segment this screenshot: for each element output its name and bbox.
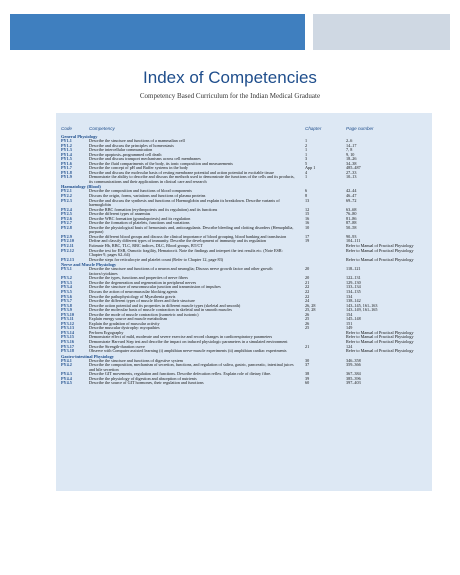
competency-description: Demonstrate the ability to describe and discuss the methods used to demonstrate the functions of the cells and its products, its communications and their applications in clinical care and research	[89, 174, 295, 184]
page-number: Refer to Manual of Practical Physiology	[346, 243, 414, 249]
competency-code: PY3.3	[61, 279, 72, 285]
competency-code: PY1.7	[61, 165, 72, 171]
chapter-number: 1	[305, 147, 308, 153]
competency-description: Describe apoptosis–programmed cell death	[89, 151, 162, 157]
competency-code: PY2.6	[61, 215, 72, 221]
competency-code: PY2.10	[61, 238, 74, 244]
chapter-number: 22	[305, 284, 310, 290]
competency-description: Discuss the action of neuromuscular blocking agents	[89, 288, 178, 294]
competency-code: PY1.4	[61, 151, 72, 157]
column-headers	[61, 126, 427, 134]
chapter-number: 16	[305, 220, 310, 226]
competency-description: Describe the molecular basis of muscle contraction in skeletal and in smooth muscles	[89, 307, 233, 313]
competency-code: PY1.2	[61, 142, 72, 148]
competency-code: PY2.7	[61, 220, 72, 226]
chapter-number: 2	[305, 142, 308, 148]
page-number: 34–38	[346, 160, 357, 166]
competency-description: Explain the gradation of muscular activity	[89, 320, 160, 326]
competency-description: Describe different blood groups and discuss the clinical importance of blood grouping, blood banking and transfusion	[89, 233, 287, 239]
competency-description: Describe the physiological basis of hemostasis and, anticoagulants. Describe bleeding and clotting disorders (Hemophilia, purpura)	[89, 224, 294, 235]
page-number: 118–121	[346, 266, 361, 272]
page-number: Refer to Manual of Practical Physiology	[346, 256, 414, 262]
competency-description: Demonstrate Harvard Step test and describe the impact on induced physiologic parameters in a simulated environment	[89, 338, 288, 344]
page-number: 69–72	[346, 197, 357, 203]
competency-code: PY3.13	[61, 325, 74, 331]
header-grey-bar	[313, 14, 450, 50]
competency-description: Describe the structure and functions of a mammalian cell	[89, 138, 185, 143]
page-number: 143–149, 161–165	[346, 307, 378, 313]
chapter-number: 10	[305, 224, 310, 230]
competency-description: Describe WBC formation (granulopoiesis) and its regulation	[89, 215, 191, 221]
competency-description: Demonstrate effect of mild, moderate and severe exercise and record changes in cardiorespiratory parameters	[89, 334, 273, 340]
page-number: 134–135	[346, 288, 361, 294]
chapter-number: 5	[305, 160, 308, 166]
competency-row	[61, 175, 427, 184]
header-banner	[0, 14, 460, 50]
competency-description: Observe with Computer assisted learning (i) amphibian nerve-muscle experiments (ii) amphibian cardiac experiments	[89, 348, 287, 354]
page-number: 485–487	[346, 165, 361, 171]
competency-code: PY4.1	[61, 357, 72, 363]
competency-description: Describe the structure and functions of digestive system	[89, 357, 183, 363]
page-number: 154	[346, 311, 353, 317]
page-number: 7, 8	[346, 147, 353, 153]
competency-code: PY3.6	[61, 293, 72, 299]
page-number: 42–44	[346, 188, 357, 194]
chapter-number: 30	[305, 357, 310, 363]
chapter-number: 13	[305, 197, 310, 203]
competency-code: PY1.8	[61, 169, 72, 175]
competency-code: PY2.8	[61, 224, 72, 230]
competency-code: PY3.9	[61, 307, 72, 313]
col-competency: Competency	[89, 126, 115, 131]
competency-description: Describe the structure of neuromuscular junction and transmission of impulses	[89, 284, 221, 290]
col-code: Code	[61, 126, 72, 131]
competency-code: PY4.3	[61, 371, 72, 377]
competency-description: Describe and discuss transport mechanisms across cell membranes	[89, 156, 201, 162]
page-number: 385–396	[346, 375, 361, 381]
chapter-number: 25	[305, 325, 310, 331]
page-number: 134	[346, 293, 353, 299]
page-number: 151	[346, 320, 353, 326]
competency-description: Describe the composition, mechanism of secretion, functions, and regulation of saliva, gastric, pancreatic, intestinal juices and bile secretion	[89, 362, 294, 372]
page-number: 104–111	[346, 238, 361, 244]
competency-description: Describe RBC formation (erythropoiesis and its regulation) and its functions	[89, 206, 218, 212]
competency-code: PY1.1	[61, 138, 72, 143]
page-number: 359–366	[346, 362, 361, 368]
chapter-number: 20	[305, 266, 310, 272]
chapter-number: 22	[305, 293, 310, 299]
competency-code: PY3.5	[61, 288, 72, 294]
competency-description: Describe and discuss the molecular basis of resting membrane potential and action potential in excitable tissue	[89, 169, 275, 175]
competency-description: Describe the pathophysiology of Myasthenia gravis	[89, 293, 176, 299]
competency-code: PY1.5	[61, 156, 72, 162]
page-number: 18–26	[346, 156, 357, 162]
competency-code: PY2.5	[61, 211, 72, 217]
competency-description: Describe the fluid compartments of the body, its ionic composition and measurements	[89, 160, 233, 166]
chapter-number: 60	[305, 380, 310, 386]
col-chapter: Chapter	[305, 126, 322, 131]
section-heading: General Physiology	[61, 134, 98, 139]
page-number: 149	[346, 325, 353, 331]
page-number: 346–358	[346, 357, 361, 363]
competency-code: PY2.2	[61, 193, 72, 199]
competency-description: Describe action potential and its properties in different muscle types (skeletal and smooth)	[89, 302, 241, 308]
chapter-number: 20	[305, 275, 310, 281]
competency-code: PY4.4	[61, 375, 72, 381]
competency-code: PY2.13	[61, 256, 74, 262]
chapter-number: 26	[305, 320, 310, 326]
chapter-number: App 1	[305, 165, 316, 171]
page-number: Refer to Manual of Practical Physiology	[346, 348, 414, 354]
page-number: Refer to Manual of Practical Physiology	[346, 247, 414, 253]
competency-code: PY3.12	[61, 320, 74, 326]
competency-code: PY3.15	[61, 334, 74, 340]
competency-description: Describe the structure and functions of a neuron and neuroglia; Discuss nerve growth factor and other growth factors/cytokines	[89, 266, 273, 276]
chapter-number: 39	[305, 375, 310, 381]
competency-row	[61, 349, 427, 354]
chapter-number: 19	[305, 238, 310, 244]
page-number: 143–145, 161–163	[346, 302, 378, 308]
competency-code: PY2.3	[61, 197, 72, 203]
page-number: 10–13	[346, 174, 357, 180]
competency-code: PY3.16	[61, 338, 74, 344]
competency-code: PY2.9	[61, 233, 72, 239]
competency-code: PY3.11	[61, 316, 74, 322]
chapter-number: 21	[305, 343, 310, 349]
section-heading: Nerve and Muscle Physiology	[61, 262, 117, 268]
competency-code: PY3.7	[61, 298, 72, 304]
chapter-number: 1	[305, 138, 308, 143]
competency-code: PY4.2	[61, 362, 72, 368]
competency-description: Describe the mode of muscle contraction (isometric and isotonic)	[89, 311, 199, 317]
chapter-number: 3	[305, 156, 308, 162]
competency-description: Describe GIT movements, regulation and functions. Describe defecation reflex. Explain role of dietary fibre.	[89, 371, 272, 377]
competency-description: Describe intercellular communication	[89, 147, 153, 153]
competency-description: Perform Ergography	[89, 329, 124, 335]
chapter-number: 26	[305, 311, 310, 317]
competency-code: PY2.1	[61, 188, 72, 194]
page-number: 133–134	[346, 284, 361, 290]
page-number: 46–47	[346, 193, 357, 199]
chapter-number: 4	[305, 169, 308, 175]
chapter-number: 17	[305, 233, 310, 239]
competency-description: Estimate Hb, RBC, TLC, RBC indices, DLC, Blood groups, BT/CT	[89, 243, 203, 249]
competency-description: Discuss the origin, forms, variations and functions of plasma proteins	[89, 193, 206, 199]
page-number: Refer to Manual of Practical Physiology	[346, 338, 414, 344]
competency-description: Describe test for ESR, Osmotic fragility, Hematocrit. Note the findings and interpret the test results etc. (Note ESR: Chapter 9, pages 62–64)	[89, 247, 283, 258]
competency-code: PY3.2	[61, 275, 72, 281]
page-number: 397–403	[346, 380, 361, 386]
competency-code: PY3.17	[61, 343, 74, 349]
chapter-number: 8	[305, 193, 308, 199]
chapter-number: 24	[305, 298, 310, 304]
competency-description: Describe Strength-duration curve	[89, 343, 145, 349]
competency-description: Describe the formation of platelets, functions and variations	[89, 220, 190, 226]
competency-description: Describe the different types of muscle fibres and their structure	[89, 298, 195, 304]
competency-code: PY2.4	[61, 206, 72, 212]
competency-description: Describe the physiology of digestion and absorption of nutrients	[89, 375, 197, 381]
chapter-number: 25, 28	[305, 307, 316, 313]
competency-code: PY3.1	[61, 266, 72, 272]
competency-code: PY1.3	[61, 147, 72, 153]
competency-description: Describe the types, functions and properties of nerve fibers	[89, 275, 188, 281]
competency-description: Describe the composition and functions of blood components	[89, 188, 192, 194]
page-number: 2–6	[346, 138, 353, 143]
page-number: 129–130	[346, 279, 361, 285]
page-title: Index of Competencies	[143, 68, 317, 87]
chapter-number: 15	[305, 211, 310, 217]
page-number: 14–17	[346, 142, 357, 148]
competency-description: Describe the source of GIT hormones, their regulation and functions	[89, 380, 204, 386]
chapter-number: 37	[305, 362, 310, 368]
page-number: 124	[346, 343, 353, 349]
competency-description: Describe the degeneration and regeneration in peripheral nerves	[89, 279, 197, 285]
chapter-number: 1	[305, 174, 308, 180]
competency-code: PY2.12	[61, 247, 74, 253]
header-blue-bar	[10, 14, 305, 50]
page-number: 145–148	[346, 316, 361, 322]
page-number: 76–80	[346, 211, 357, 217]
chapter-number: 1	[305, 151, 308, 157]
chapter-number: 22	[305, 288, 310, 294]
competency-code: PY3.14	[61, 329, 74, 335]
competency-list	[61, 134, 427, 494]
competency-description: Describe and discuss the synthesis and functions of Haemoglobin and explain its breakdown. Describe variants of haemoglobin	[89, 197, 280, 208]
competency-code: PY1.9	[61, 174, 72, 180]
competency-code: PY3.4	[61, 284, 72, 290]
competency-description: Define and classify different types of immunity. Describe the development of immunity and its regulation	[89, 238, 266, 244]
competency-description: Explain energy source and muscle metabolism	[89, 316, 167, 322]
page-number: 63–68	[346, 206, 357, 212]
page-number: 87–88	[346, 220, 357, 226]
section-heading: Haematology (Blood)	[61, 184, 101, 190]
page-number: 27–33	[346, 169, 357, 175]
competency-row	[61, 381, 427, 386]
competency-row	[61, 258, 427, 263]
competency-code: PY3.10	[61, 311, 74, 317]
chapter-number: 12	[305, 206, 310, 212]
chapter-number: 21	[305, 279, 310, 285]
chapter-number: 16	[305, 215, 310, 221]
page-number: 9, 10	[346, 151, 355, 157]
chapter-number: 25	[305, 316, 310, 322]
competency-code: PY3.18	[61, 348, 74, 354]
competency-code: PY1.6	[61, 160, 72, 166]
competency-description: Describe the concept of pH and Buffer systems in the body	[89, 165, 189, 171]
page-number: 367–384	[346, 371, 361, 377]
competency-description: Describe steps for reticulocyte and platelet count (Refer to Chapter 12, page 83)	[89, 256, 224, 262]
chapter-number: 38	[305, 371, 310, 377]
page-number: 90–93	[346, 233, 357, 239]
chapter-number: 26, 28	[305, 302, 316, 308]
competency-description: Describe muscular dystrophy: myopathies	[89, 325, 160, 331]
page-number: 81–86	[346, 215, 357, 221]
competency-code: PY3.8	[61, 302, 72, 308]
chapter-number: 6	[305, 188, 308, 194]
competency-description: Describe and discuss the principles of homeostasis	[89, 142, 174, 148]
page-number: 122–131	[346, 275, 361, 281]
page-subtitle: Competency Based Curriculum for the Indian Medical Graduate	[139, 92, 321, 100]
competency-code: PY4.5	[61, 380, 72, 386]
competency-code: PY2.11	[61, 243, 74, 249]
section-heading: Gastro-intestinal Physiology	[61, 353, 114, 359]
page-number: 138–142	[346, 298, 361, 304]
page-number: 50–58	[346, 224, 357, 230]
col-page: Page number	[346, 126, 374, 131]
page-number: Refer to Manual of Practical Physiology	[346, 334, 414, 340]
competency-description: Describe different types of anaemias	[89, 211, 151, 217]
page-number: Refer to Manual of Practical Physiology	[346, 329, 414, 335]
